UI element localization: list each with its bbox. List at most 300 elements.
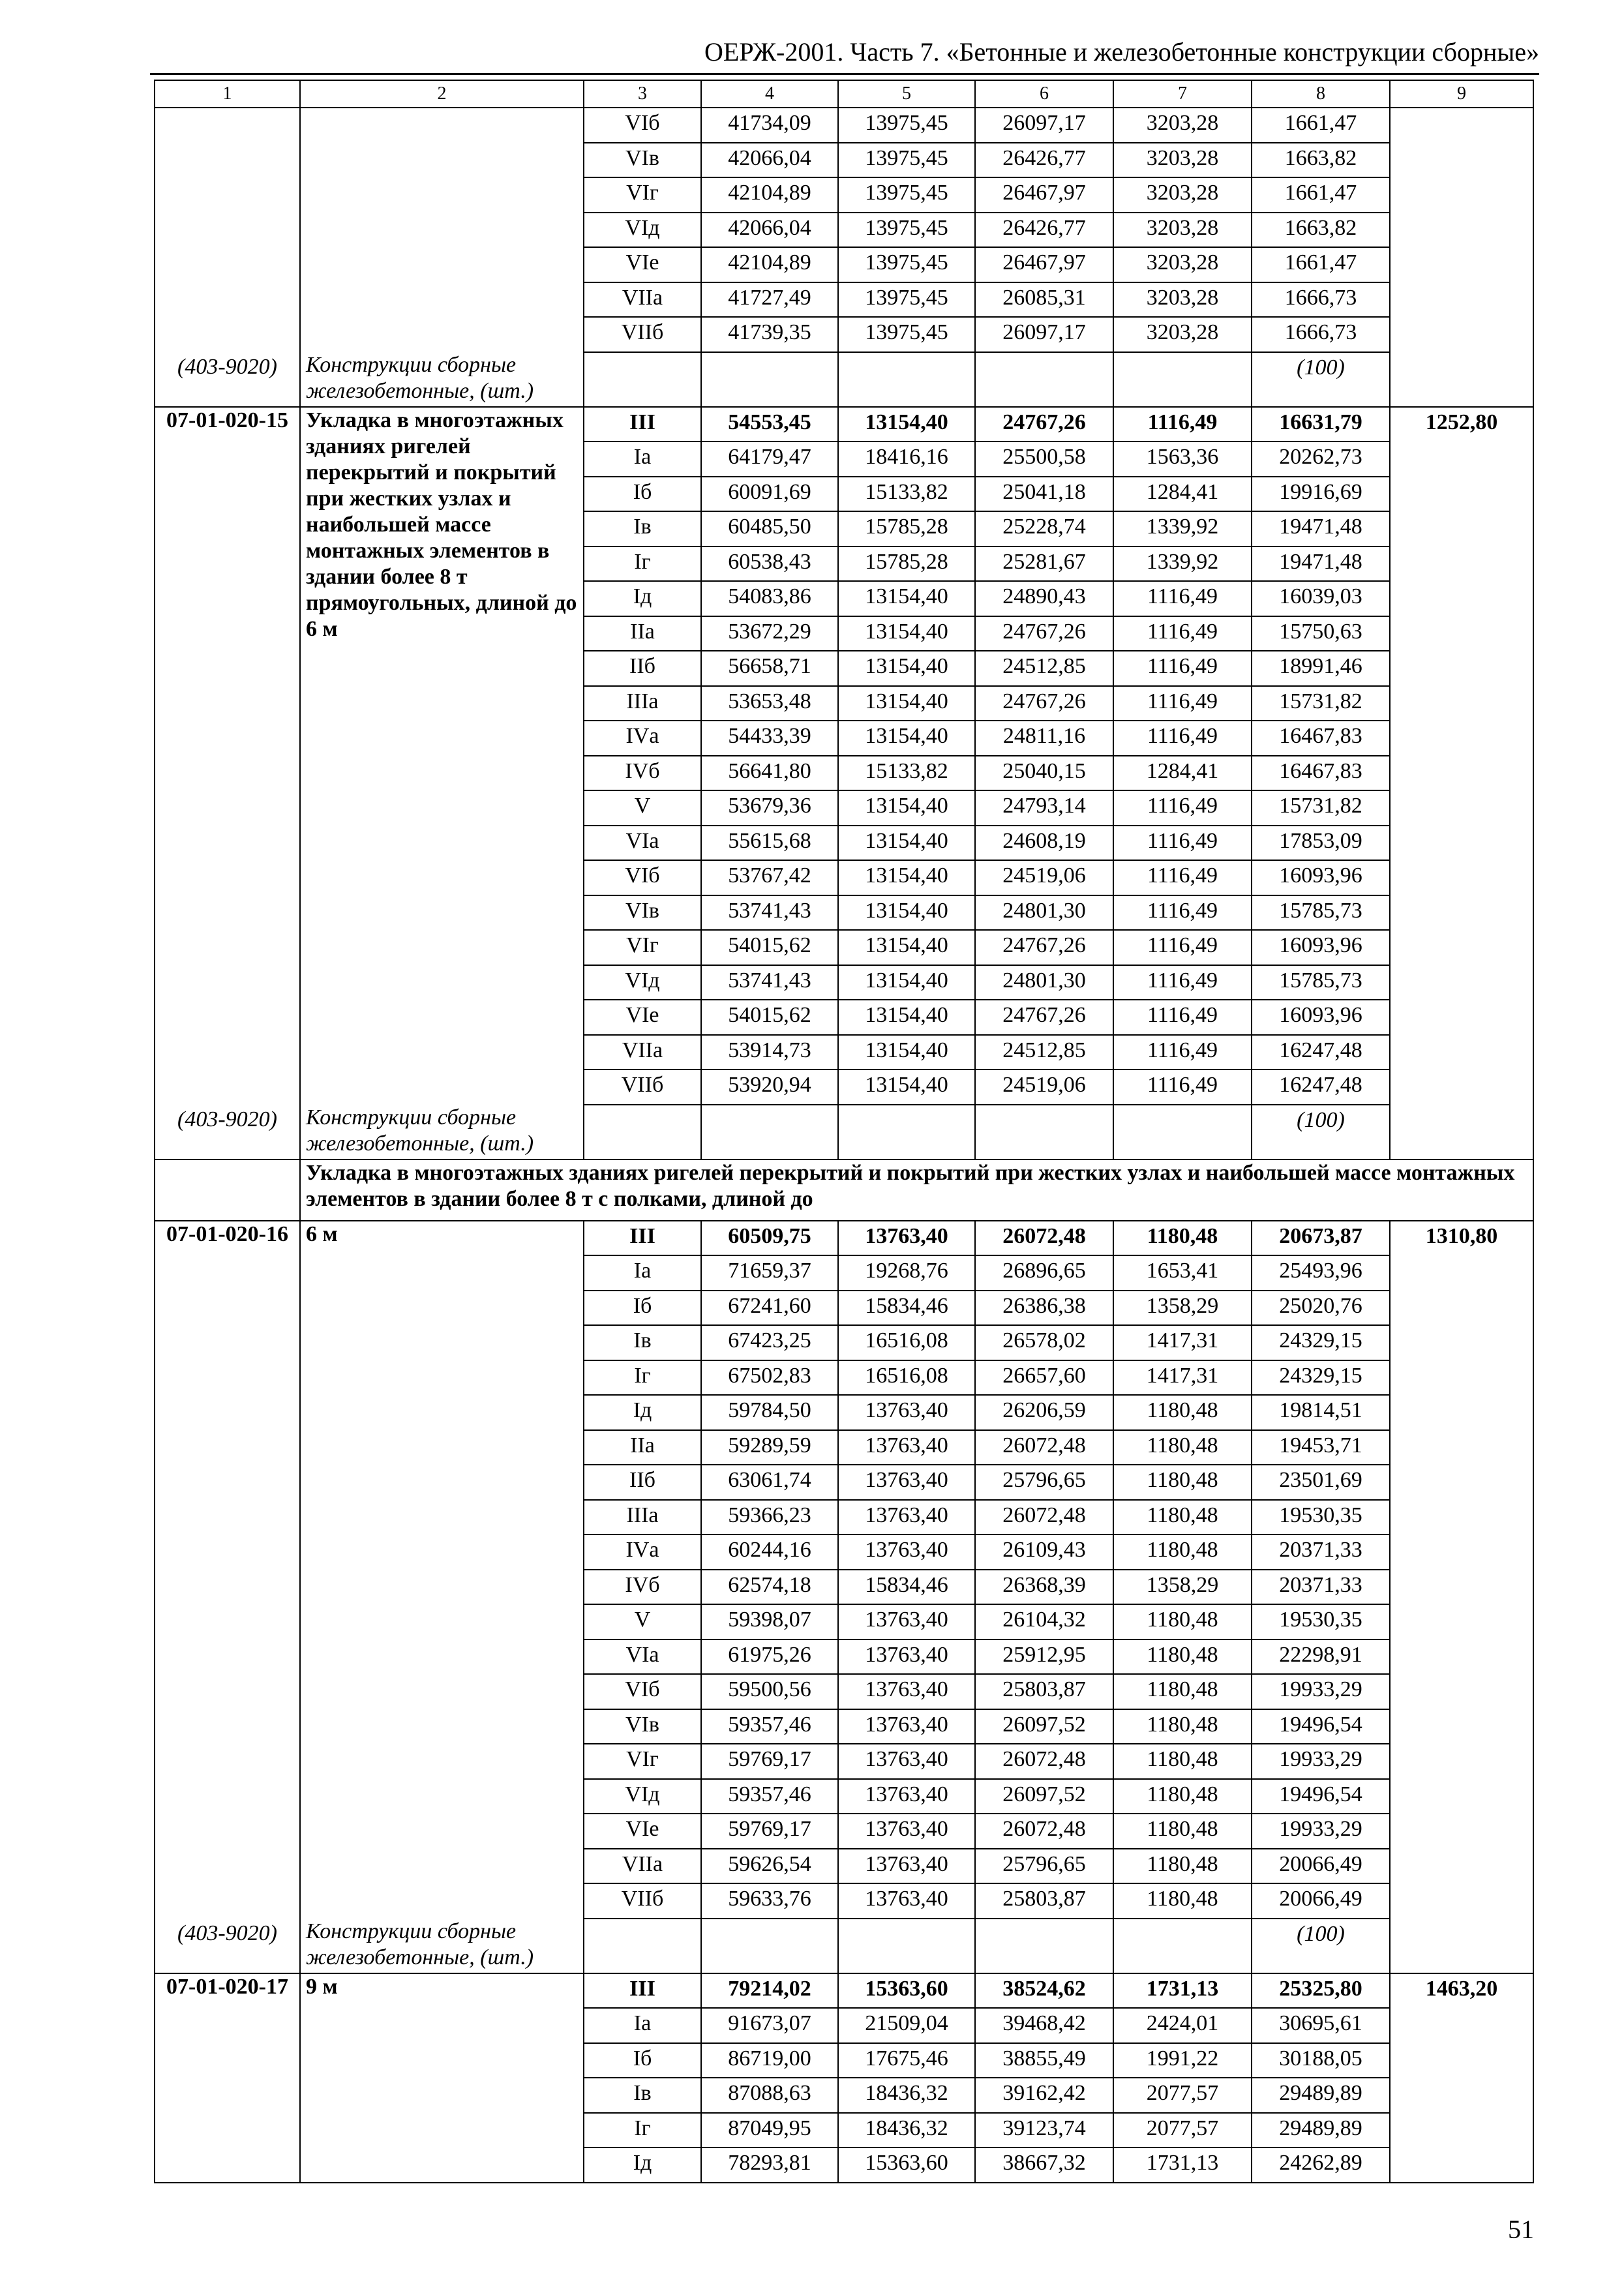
value-cell: 13154,40 [838, 930, 975, 965]
value-cell: 53920,94 [701, 1070, 838, 1105]
value-cell: 26097,17 [975, 108, 1113, 143]
value-cell: 1663,82 [1252, 213, 1390, 248]
value-cell: 29489,89 [1252, 2078, 1390, 2113]
value-cell: 26072,48 [975, 1814, 1113, 1849]
zone-label: III [584, 1973, 701, 2009]
empty-cell [975, 1919, 1113, 1973]
rate-code: 07-01-020-16 [155, 1221, 300, 1919]
value-cell: 1116,49 [1113, 1070, 1252, 1105]
value-cell: 1116,49 [1113, 965, 1252, 1000]
value-cell: 2077,57 [1113, 2113, 1252, 2148]
value-cell: 26072,48 [975, 1221, 1113, 1256]
value-cell: 1284,41 [1113, 477, 1252, 512]
column-number-header: 1 [155, 80, 300, 108]
rate-description: 9 м [300, 1973, 584, 2183]
value-cell: 13763,40 [838, 1674, 975, 1709]
empty-cell [838, 1919, 975, 1973]
value-cell: 1180,48 [1113, 1674, 1252, 1709]
value-cell: 30188,05 [1252, 2043, 1390, 2078]
value-cell: 16093,96 [1252, 930, 1390, 965]
zone-label: IIб [584, 651, 701, 686]
value-cell: 62574,18 [701, 1570, 838, 1605]
value-cell: 3203,28 [1113, 282, 1252, 318]
value-cell: 26085,31 [975, 282, 1113, 318]
column-number-header: 9 [1390, 80, 1533, 108]
value-cell: 1661,47 [1252, 247, 1390, 282]
zone-label: VIг [584, 930, 701, 965]
value-cell: 91673,07 [701, 2008, 838, 2043]
value-cell: 60244,16 [701, 1534, 838, 1570]
value-cell: 1180,48 [1113, 1883, 1252, 1919]
value-cell: 23501,69 [1252, 1465, 1390, 1500]
column-number-header: 6 [975, 80, 1113, 108]
value-cell: 55615,68 [701, 826, 838, 861]
value-cell: 41739,35 [701, 317, 838, 352]
value-cell: 16467,83 [1252, 721, 1390, 756]
value-cell: 54083,86 [701, 581, 838, 616]
value-cell: 20371,33 [1252, 1534, 1390, 1570]
value-cell: 25325,80 [1252, 1973, 1390, 2009]
labor-cost [1390, 108, 1533, 407]
value-cell: 25912,95 [975, 1639, 1113, 1675]
value-cell: 13763,40 [838, 1779, 975, 1814]
zone-label: Iа [584, 2008, 701, 2043]
value-cell: 13763,40 [838, 1604, 975, 1639]
value-cell: 13763,40 [838, 1709, 975, 1744]
value-cell: 60509,75 [701, 1221, 838, 1256]
value-cell: 42104,89 [701, 247, 838, 282]
zone-label: IIа [584, 1430, 701, 1465]
value-cell: 79214,02 [701, 1973, 838, 2009]
value-cell: 1663,82 [1252, 143, 1390, 178]
material-footer-row [155, 1919, 1533, 1973]
value-cell: 53741,43 [701, 965, 838, 1000]
header-rule [150, 73, 1539, 75]
value-cell: 19471,48 [1252, 546, 1390, 582]
value-cell: 38855,49 [975, 2043, 1113, 2078]
zone-label: VIе [584, 1000, 701, 1035]
value-cell: 26578,02 [975, 1325, 1113, 1360]
value-cell: 19814,51 [1252, 1395, 1390, 1430]
empty-cell [1113, 1919, 1252, 1973]
value-cell: 59769,17 [701, 1744, 838, 1779]
value-cell: 13154,40 [838, 686, 975, 721]
value-cell: 24767,26 [975, 1000, 1113, 1035]
value-cell: 19933,29 [1252, 1674, 1390, 1709]
zone-label: Iб [584, 1291, 701, 1326]
value-cell: 3203,28 [1113, 247, 1252, 282]
value-cell: 26657,60 [975, 1360, 1113, 1396]
zone-label: VIIа [584, 1035, 701, 1070]
labor-cost: 1252,80 [1390, 407, 1533, 1159]
value-cell: 15363,60 [838, 1973, 975, 2009]
value-cell: 13154,40 [838, 1035, 975, 1070]
value-cell: 24519,06 [975, 860, 1113, 895]
value-cell: 59500,56 [701, 1674, 838, 1709]
value-cell: 86719,00 [701, 2043, 838, 2078]
value-cell: 24767,26 [975, 407, 1113, 442]
value-cell: 13154,40 [838, 860, 975, 895]
value-cell: 21509,04 [838, 2008, 975, 2043]
value-cell: 26104,32 [975, 1604, 1113, 1639]
table-row [155, 407, 1533, 442]
value-cell: 15750,63 [1252, 616, 1390, 651]
value-cell: 15834,46 [838, 1291, 975, 1326]
zone-label: Iд [584, 581, 701, 616]
value-cell: 1180,48 [1113, 1430, 1252, 1465]
value-cell: 13975,45 [838, 247, 975, 282]
value-cell: 1180,48 [1113, 1395, 1252, 1430]
value-cell: 19530,35 [1252, 1604, 1390, 1639]
value-cell: 20066,49 [1252, 1883, 1390, 1919]
value-cell: 25803,87 [975, 1674, 1113, 1709]
value-cell: 1116,49 [1113, 407, 1252, 442]
zone-label: VIд [584, 965, 701, 1000]
zone-label: Iг [584, 1360, 701, 1396]
value-cell: 19471,48 [1252, 511, 1390, 546]
value-cell: 1339,92 [1113, 546, 1252, 582]
value-cell: 15133,82 [838, 756, 975, 791]
value-cell: 26896,65 [975, 1255, 1113, 1291]
value-cell: 1731,13 [1113, 1973, 1252, 2009]
value-cell: 25020,76 [1252, 1291, 1390, 1326]
value-cell: 61975,26 [701, 1639, 838, 1675]
value-cell: 41734,09 [701, 108, 838, 143]
value-cell: 60538,43 [701, 546, 838, 582]
value-cell: 24262,89 [1252, 2147, 1390, 2183]
value-cell: 13154,40 [838, 1000, 975, 1035]
value-cell: 18436,32 [838, 2078, 975, 2113]
value-cell: 15785,73 [1252, 965, 1390, 1000]
value-cell: 3203,28 [1113, 143, 1252, 178]
value-cell: 25493,96 [1252, 1255, 1390, 1291]
value-cell: 87088,63 [701, 2078, 838, 2113]
value-cell: 1661,47 [1252, 108, 1390, 143]
value-cell: 13763,40 [838, 1639, 975, 1675]
value-cell: 59769,17 [701, 1814, 838, 1849]
value-cell: 1284,41 [1113, 756, 1252, 791]
value-cell: 20673,87 [1252, 1221, 1390, 1256]
value-cell: 19530,35 [1252, 1500, 1390, 1535]
rate-code: 07-01-020-15 [155, 407, 300, 1105]
value-cell: 1417,31 [1113, 1360, 1252, 1396]
value-cell: 41727,49 [701, 282, 838, 318]
value-cell: 13763,40 [838, 1883, 975, 1919]
value-cell: 59357,46 [701, 1709, 838, 1744]
zone-label: IVа [584, 1534, 701, 1570]
material-name: Конструкции сборные железобетонные, (шт.) [300, 352, 584, 407]
value-cell: 26426,77 [975, 143, 1113, 178]
value-cell: 26386,38 [975, 1291, 1113, 1326]
value-cell: 25796,65 [975, 1465, 1113, 1500]
value-cell: 26072,48 [975, 1500, 1113, 1535]
value-cell: 15785,73 [1252, 895, 1390, 931]
zone-label: IIIа [584, 686, 701, 721]
value-cell: 15731,82 [1252, 790, 1390, 826]
value-cell: 19916,69 [1252, 477, 1390, 512]
value-cell: 59784,50 [701, 1395, 838, 1430]
value-cell: 17675,46 [838, 2043, 975, 2078]
table-row [155, 1221, 1533, 1256]
value-cell: 39123,74 [975, 2113, 1113, 2148]
value-cell: 29489,89 [1252, 2113, 1390, 2148]
column-number-header: 3 [584, 80, 701, 108]
value-cell: 1180,48 [1113, 1709, 1252, 1744]
value-cell: 24801,30 [975, 895, 1113, 931]
value-cell: 24767,26 [975, 686, 1113, 721]
value-cell: 13154,40 [838, 651, 975, 686]
value-cell: 13975,45 [838, 282, 975, 318]
rate-description: 6 м [300, 1221, 584, 1919]
empty-cell [838, 352, 975, 407]
empty-cell [1113, 352, 1252, 407]
zone-label: Iд [584, 1395, 701, 1430]
value-cell: 1116,49 [1113, 721, 1252, 756]
zone-label: IVа [584, 721, 701, 756]
zone-label: Iв [584, 1325, 701, 1360]
value-cell: 87049,95 [701, 2113, 838, 2148]
section-heading: Укладка в многоэтажных зданиях ригелей перекрытий и покрытий при жестких узлах и наибольшей массе монтажных элементов в здании более 8 т с полками, длиной до [300, 1159, 1533, 1221]
value-cell: 1653,41 [1113, 1255, 1252, 1291]
zone-label: VIд [584, 1779, 701, 1814]
zone-label: IIа [584, 616, 701, 651]
value-cell: 25281,67 [975, 546, 1113, 582]
rates-table [154, 80, 1534, 2183]
value-cell: 16093,96 [1252, 1000, 1390, 1035]
value-cell: 13154,40 [838, 616, 975, 651]
table-row [155, 1973, 1533, 2009]
value-cell: 3203,28 [1113, 213, 1252, 248]
value-cell: 1339,92 [1113, 511, 1252, 546]
value-cell: 26097,52 [975, 1779, 1113, 1814]
zone-label: Iв [584, 2078, 701, 2113]
zone-label: Iа [584, 1255, 701, 1291]
value-cell: 19453,71 [1252, 1430, 1390, 1465]
zone-label: VIб [584, 860, 701, 895]
value-cell: 18416,16 [838, 441, 975, 477]
zone-label: Iа [584, 441, 701, 477]
value-cell: 1116,49 [1113, 616, 1252, 651]
value-cell: 1180,48 [1113, 1604, 1252, 1639]
value-cell: 1180,48 [1113, 1500, 1252, 1535]
value-cell: 13154,40 [838, 721, 975, 756]
section-heading-row [155, 1159, 1533, 1221]
value-cell: 3203,28 [1113, 177, 1252, 213]
value-cell: 1116,49 [1113, 790, 1252, 826]
zone-label: Iг [584, 546, 701, 582]
value-cell: 13975,45 [838, 213, 975, 248]
value-cell: 3203,28 [1113, 108, 1252, 143]
zone-label: IIб [584, 1465, 701, 1500]
value-cell: 26097,52 [975, 1709, 1113, 1744]
material-code: (403-9020) [155, 1105, 300, 1159]
value-cell: 24512,85 [975, 1035, 1113, 1070]
value-cell: 24767,26 [975, 930, 1113, 965]
zone-label: VIб [584, 108, 701, 143]
rate-description: Укладка в многоэтажных зданиях ригелей перекрытий и покрытий при жестких узлах и наибольшей массе монтажных элементов в здании более 8 т прямоугольных, длиной до 6 м [300, 407, 584, 1105]
value-cell: 16516,08 [838, 1325, 975, 1360]
value-cell: 1661,47 [1252, 177, 1390, 213]
column-number-row [155, 80, 1533, 108]
value-cell: 25500,58 [975, 441, 1113, 477]
value-cell: 1116,49 [1113, 826, 1252, 861]
value-cell: 16247,48 [1252, 1070, 1390, 1105]
column-number-header: 4 [701, 80, 838, 108]
value-cell: 59398,07 [701, 1604, 838, 1639]
labor-cost: 1310,80 [1390, 1221, 1533, 1973]
value-cell: 39468,42 [975, 2008, 1113, 2043]
zone-label: V [584, 790, 701, 826]
empty-cell [975, 352, 1113, 407]
value-cell: 53914,73 [701, 1035, 838, 1070]
value-cell: 24519,06 [975, 1070, 1113, 1105]
rate-code: 07-01-020-17 [155, 1973, 300, 2183]
value-cell: 1358,29 [1113, 1291, 1252, 1326]
value-cell: 1180,48 [1113, 1744, 1252, 1779]
empty-cell [975, 1105, 1113, 1159]
material-code: (403-9020) [155, 1919, 300, 1973]
value-cell: 38667,32 [975, 2147, 1113, 2183]
value-cell: 1116,49 [1113, 1035, 1252, 1070]
value-cell: 13154,40 [838, 965, 975, 1000]
value-cell: 20066,49 [1252, 1849, 1390, 1884]
material-qty: (100) [1252, 1919, 1390, 1973]
zone-label: VIIб [584, 1883, 701, 1919]
value-cell: 56641,80 [701, 756, 838, 791]
material-footer-row [155, 352, 1533, 407]
value-cell: 13763,40 [838, 1744, 975, 1779]
value-cell: 16093,96 [1252, 860, 1390, 895]
zone-label: VIIб [584, 1070, 701, 1105]
value-cell: 13975,45 [838, 108, 975, 143]
value-cell: 19933,29 [1252, 1814, 1390, 1849]
value-cell: 26467,97 [975, 247, 1113, 282]
value-cell: 18991,46 [1252, 651, 1390, 686]
value-cell: 1991,22 [1113, 2043, 1252, 2078]
value-cell: 13154,40 [838, 581, 975, 616]
value-cell: 56658,71 [701, 651, 838, 686]
zone-label: VIв [584, 1709, 701, 1744]
labor-cost: 1463,20 [1390, 1973, 1533, 2183]
zone-label: VIв [584, 895, 701, 931]
value-cell: 13975,45 [838, 143, 975, 178]
value-cell: 26206,59 [975, 1395, 1113, 1430]
value-cell: 42066,04 [701, 143, 838, 178]
value-cell: 39162,42 [975, 2078, 1113, 2113]
value-cell: 59289,59 [701, 1430, 838, 1465]
rate-code [155, 108, 300, 352]
empty-cell [838, 1105, 975, 1159]
zone-label: Iд [584, 2147, 701, 2183]
value-cell: 26109,43 [975, 1534, 1113, 1570]
value-cell: 13154,40 [838, 826, 975, 861]
value-cell: 15731,82 [1252, 686, 1390, 721]
page-number: 51 [1508, 2215, 1534, 2244]
value-cell: 1116,49 [1113, 686, 1252, 721]
value-cell: 59626,54 [701, 1849, 838, 1884]
value-cell: 26097,17 [975, 317, 1113, 352]
value-cell: 67241,60 [701, 1291, 838, 1326]
value-cell: 59366,23 [701, 1500, 838, 1535]
value-cell: 1180,48 [1113, 1779, 1252, 1814]
value-cell: 17853,09 [1252, 826, 1390, 861]
value-cell: 15363,60 [838, 2147, 975, 2183]
value-cell: 54553,45 [701, 407, 838, 442]
zone-label: VIе [584, 1814, 701, 1849]
value-cell: 19496,54 [1252, 1709, 1390, 1744]
value-cell: 13763,40 [838, 1430, 975, 1465]
value-cell: 13154,40 [838, 407, 975, 442]
value-cell: 1180,48 [1113, 1534, 1252, 1570]
zone-label: Iг [584, 2113, 701, 2148]
zone-label: VIг [584, 1744, 701, 1779]
zone-label: Iб [584, 477, 701, 512]
empty-cell [584, 352, 701, 407]
value-cell: 15785,28 [838, 546, 975, 582]
value-cell: 42066,04 [701, 213, 838, 248]
value-cell: 16247,48 [1252, 1035, 1390, 1070]
value-cell: 1116,49 [1113, 895, 1252, 931]
zone-label: VIд [584, 213, 701, 248]
empty-cell [155, 1159, 300, 1221]
value-cell: 24890,43 [975, 581, 1113, 616]
rate-description [300, 108, 584, 352]
value-cell: 25040,15 [975, 756, 1113, 791]
value-cell: 18436,32 [838, 2113, 975, 2148]
material-name: Конструкции сборные железобетонные, (шт.) [300, 1919, 584, 1973]
zone-label: VIа [584, 826, 701, 861]
value-cell: 24329,15 [1252, 1325, 1390, 1360]
zone-label: VIIб [584, 317, 701, 352]
value-cell: 1116,49 [1113, 930, 1252, 965]
value-cell: 24811,16 [975, 721, 1113, 756]
value-cell: 15133,82 [838, 477, 975, 512]
value-cell: 59357,46 [701, 1779, 838, 1814]
empty-cell [584, 1105, 701, 1159]
column-number-header: 8 [1252, 80, 1390, 108]
value-cell: 67423,25 [701, 1325, 838, 1360]
value-cell: 2424,01 [1113, 2008, 1252, 2043]
value-cell: 1116,49 [1113, 651, 1252, 686]
value-cell: 13154,40 [838, 895, 975, 931]
value-cell: 1666,73 [1252, 317, 1390, 352]
value-cell: 24801,30 [975, 965, 1113, 1000]
value-cell: 60485,50 [701, 511, 838, 546]
empty-cell [701, 1919, 838, 1973]
value-cell: 16039,03 [1252, 581, 1390, 616]
value-cell: 1116,49 [1113, 860, 1252, 895]
value-cell: 26072,48 [975, 1744, 1113, 1779]
value-cell: 20262,73 [1252, 441, 1390, 477]
value-cell: 42104,89 [701, 177, 838, 213]
zone-label: VIе [584, 247, 701, 282]
zone-label: VIIа [584, 282, 701, 318]
value-cell: 24793,14 [975, 790, 1113, 826]
value-cell: 13763,40 [838, 1849, 975, 1884]
value-cell: 30695,61 [1252, 2008, 1390, 2043]
value-cell: 25803,87 [975, 1883, 1113, 1919]
value-cell: 13763,40 [838, 1221, 975, 1256]
value-cell: 1180,48 [1113, 1465, 1252, 1500]
empty-cell [701, 352, 838, 407]
zone-label: VIг [584, 177, 701, 213]
value-cell: 16631,79 [1252, 407, 1390, 442]
material-name: Конструкции сборные железобетонные, (шт.) [300, 1105, 584, 1159]
table-row [155, 108, 1533, 143]
value-cell: 13763,40 [838, 1814, 975, 1849]
value-cell: 24767,26 [975, 616, 1113, 651]
value-cell: 1180,48 [1113, 1849, 1252, 1884]
